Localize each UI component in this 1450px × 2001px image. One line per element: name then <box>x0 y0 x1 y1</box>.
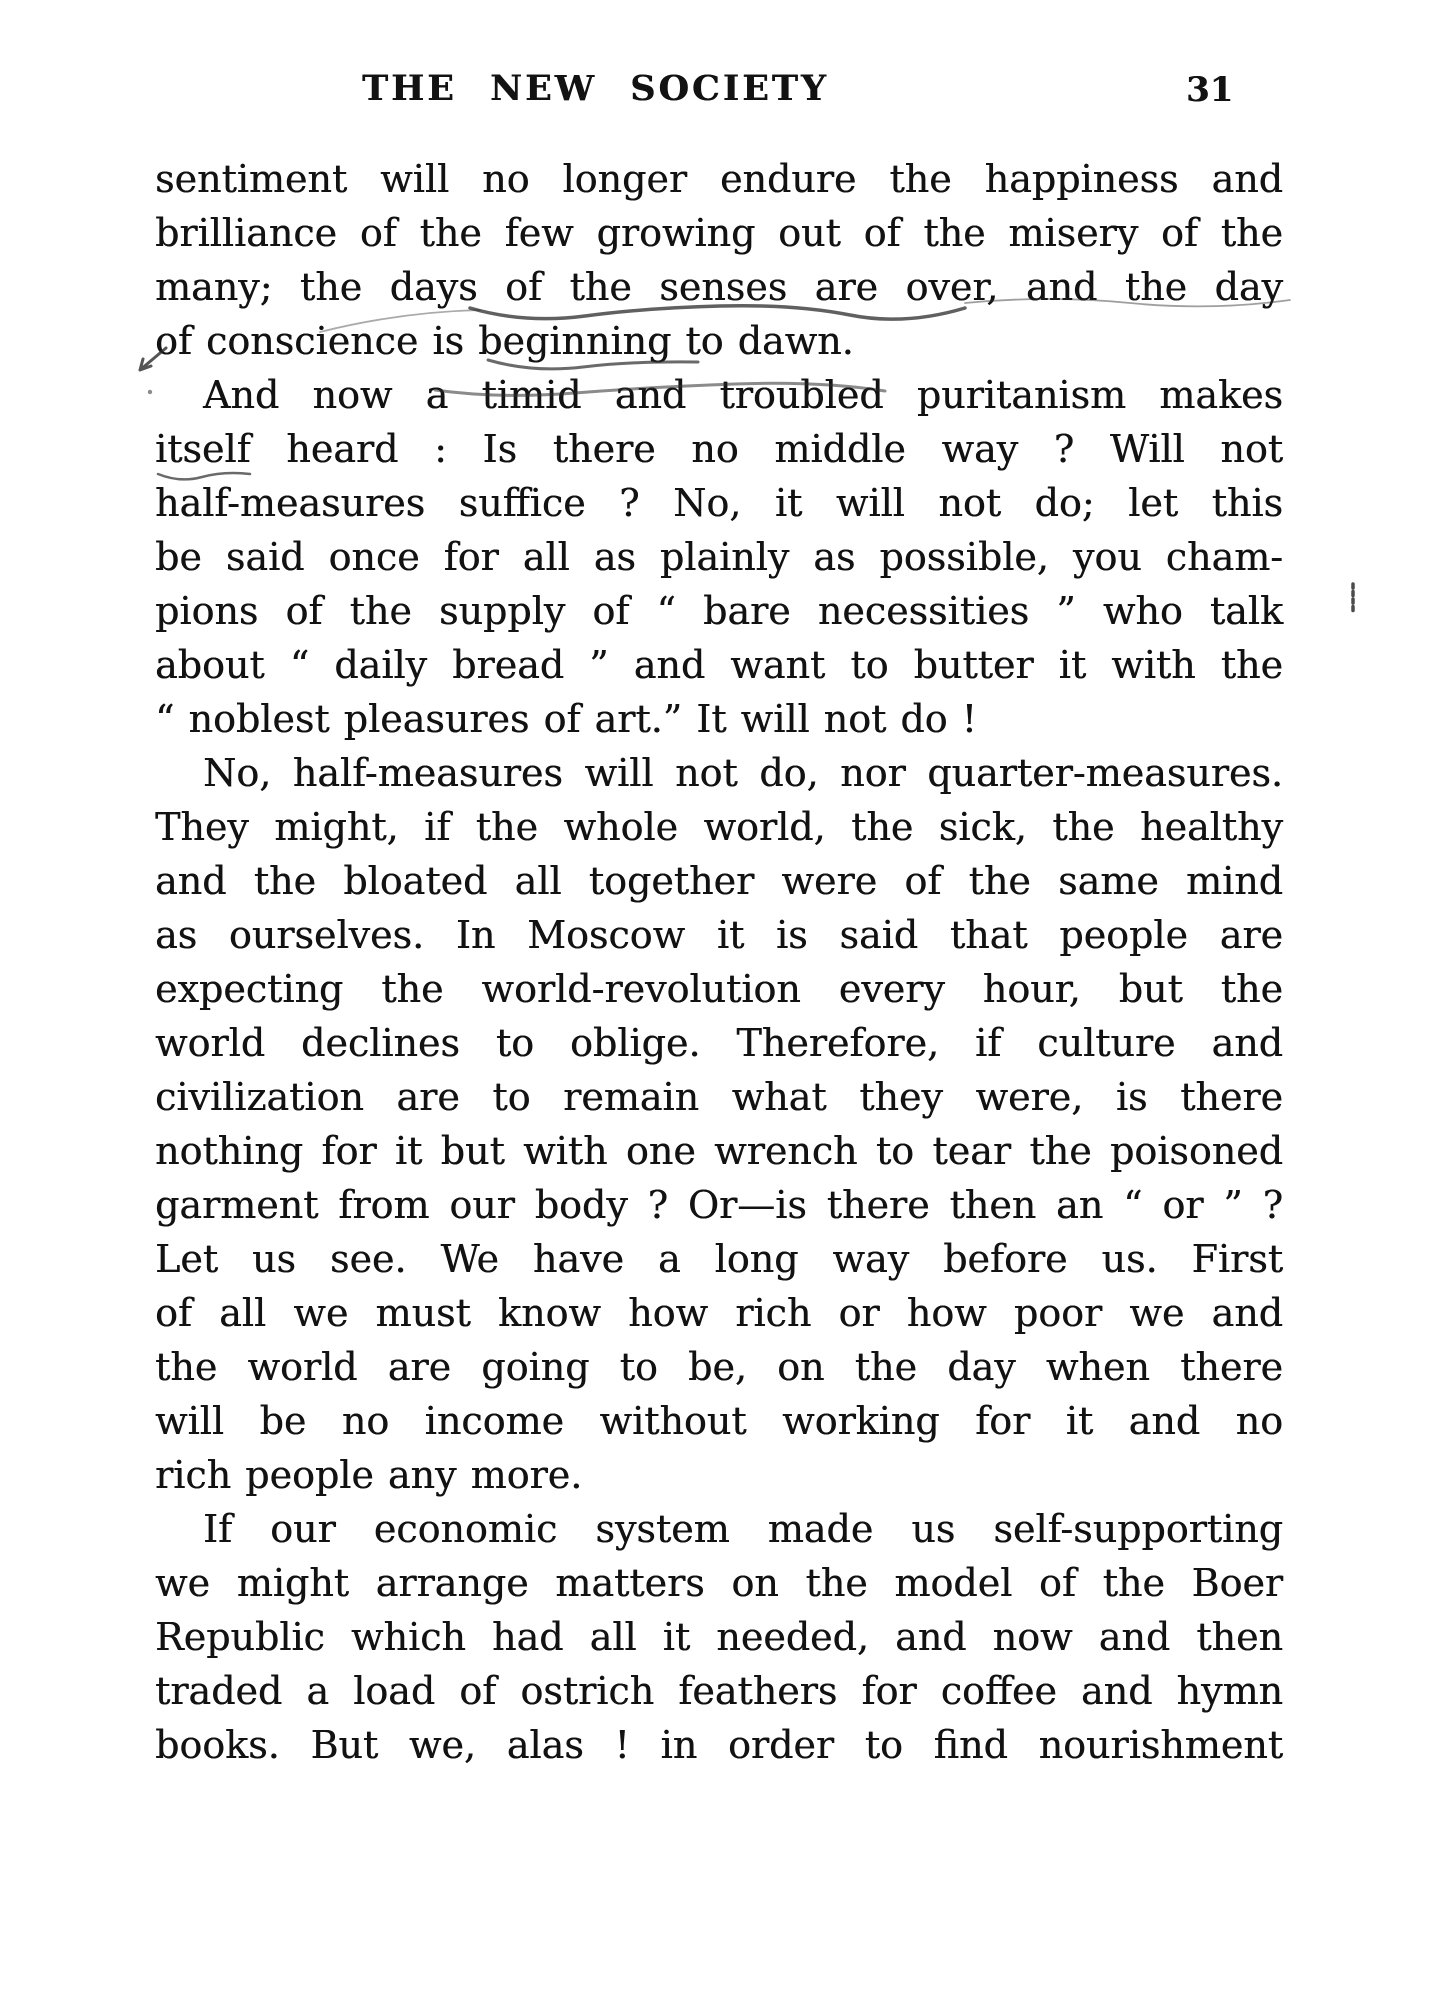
text-line: world declines to oblige. Therefore, if culture and <box>155 1021 1283 1065</box>
text-line: rich people any more. <box>155 1453 583 1497</box>
text-line: we might arrange matters on the model of the Boer <box>155 1561 1283 1605</box>
text-line: and the bloated all together were of the same mind <box>155 859 1283 903</box>
text-line: of all we must know how rich or how poor we and <box>155 1291 1283 1335</box>
text-line: of conscience is beginning to dawn. <box>155 319 854 363</box>
body-text-block <box>155 152 1283 1772</box>
page-number: 31 <box>1186 70 1234 110</box>
text-line: the world are going to be, on the day when there <box>155 1345 1283 1389</box>
text-line: traded a load of ostrich feathers for coffee and hymn <box>155 1669 1283 1713</box>
text-line: civilization are to remain what they were, is there <box>155 1075 1283 1119</box>
running-header <box>0 68 1450 118</box>
text-line: And now a timid and troubled puritanism makes <box>203 373 1283 417</box>
text-line: Republic which had all it needed, and now and then <box>155 1615 1283 1659</box>
text-line: If our economic system made us self-supporting <box>203 1507 1283 1551</box>
text-line: about “ daily bread ” and want to butter it with the <box>155 643 1283 687</box>
text-line: No, half-measures will not do, nor quarter-measures. <box>203 751 1283 795</box>
margin-ink-dot <box>148 390 152 394</box>
page-title: THE NEW SOCIETY <box>362 68 829 109</box>
text-line: many; the days of the senses are over, and the day <box>155 265 1283 309</box>
text-line: sentiment will no longer endure the happiness and <box>155 157 1283 201</box>
text-line: brilliance of the few growing out of the misery of the <box>155 211 1283 255</box>
text-line: half-measures suffice ? No, it will not do; let this <box>155 481 1283 525</box>
text-line: “ noblest pleasures of art.” It will not do ! <box>155 697 977 741</box>
text-line: itself heard : Is there no middle way ? Will not <box>155 427 1283 471</box>
text-line: be said once for all as plainly as possible, you cham- <box>155 535 1283 579</box>
text-line: pions of the supply of “ bare necessities ” who talk <box>155 589 1283 633</box>
text-line: will be no income without working for it and no <box>155 1399 1283 1443</box>
text-line: as ourselves. In Moscow it is said that people are <box>155 913 1283 957</box>
text-line: expecting the world-revolution every hour, but the <box>155 967 1283 1011</box>
text-line: They might, if the whole world, the sick, the healthy <box>155 805 1283 849</box>
text-line: books. But we, alas ! in order to find nourishment <box>155 1723 1283 1767</box>
text-line: garment from our body ? Or—is there then an “ or ” ? <box>155 1183 1283 1227</box>
text-line: nothing for it but with one wrench to tear the poisoned <box>155 1129 1283 1173</box>
text-line: Let us see. We have a long way before us. First <box>155 1237 1283 1281</box>
